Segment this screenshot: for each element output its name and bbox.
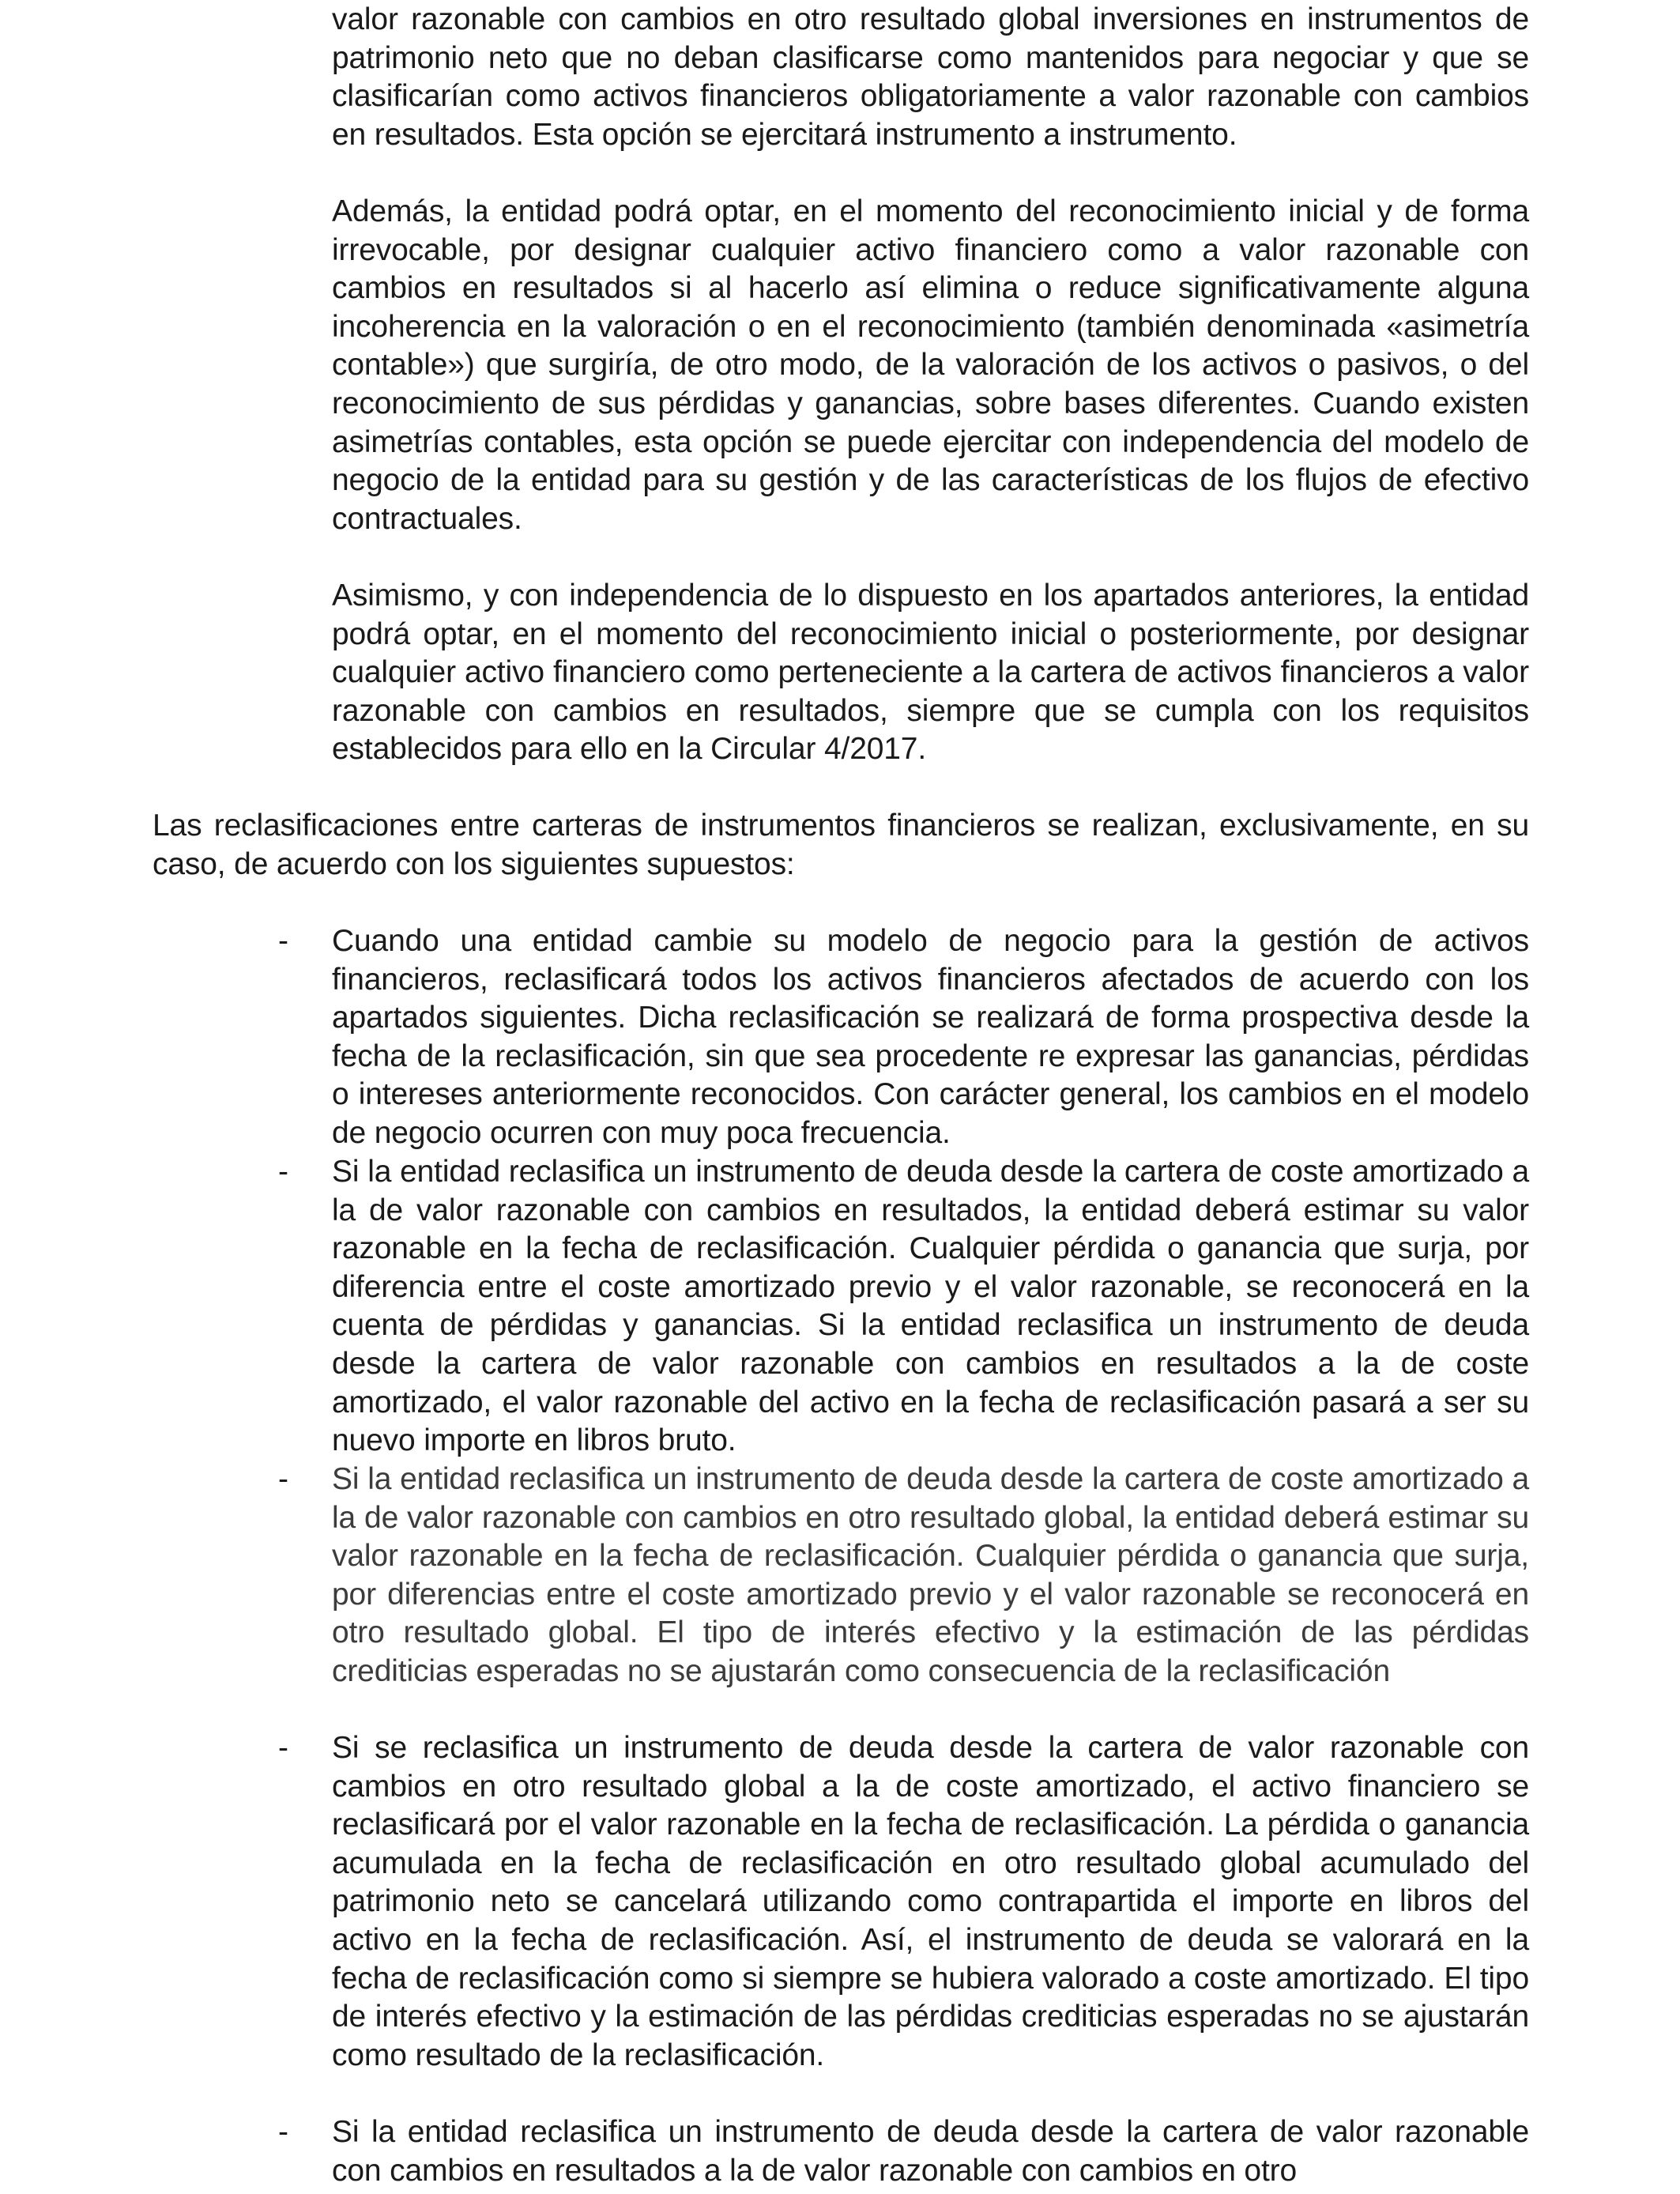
list-item-text: Si la entidad reclasifica un instrumento de deuda desde la cartera de coste amortizado a la de valor razonable con cambios en otro resultado global, la entidad deberá estimar su valor razonable en la fecha de reclasificación. Cualquier pérdida o ganancia que surja, por diferencias entre el coste amortizado previo y el valor razonable se reconocerá en otro resultado global. El tipo de interés efectivo y la estimación de las pérdidas crediticias esperadas no se ajustarán como consecuencia de la reclasificación	[332, 1462, 1529, 1688]
bullet-marker: -	[278, 924, 288, 958]
bullet-marker: -	[278, 1155, 288, 1189]
paragraph-equity-option: valor razonable con cambios en otro resultado global inversiones en instrumentos de patrimonio neto que no deban clasificarse como mantenidos para negociar y que se clasificarían como activos financieros obligatoriamente a valor razonable con cambios en resultados. Esta opción se ejercitará instrumento a instrumento.	[332, 2, 1529, 152]
list-item-text: Cuando una entidad cambie su modelo de negocio para la gestión de activos financieros, reclasificará todos los activos financieros afectados de acuerdo con los apartados siguientes. Dicha reclasificación se realizará de forma prospectiva desde la fecha de la reclasificación, sin que sea procedente re expresar las ganancias, pérdidas o intereses anteriormente reconocidos. Con carácter general, los cambios en el modelo de negocio ocurren con muy poca frecuencia.	[332, 924, 1529, 1150]
bullet-marker: -	[278, 1462, 288, 1496]
paragraph-reclassification-intro: Las reclasificaciones entre carteras de instrumentos financieros se realizan, exclusivamente, en su caso, de acuerdo con los siguientes supuestos:	[153, 809, 1529, 881]
list-item-text: Si la entidad reclasifica un instrumento de deuda desde la cartera de coste amortizado a la de valor razonable con cambios en resultados, la entidad deberá estimar su valor razonable en la fecha de reclasificación. Cualquier pérdida o ganancia que surja, por diferencia entre el coste amortizado previo y el valor razonable, se reconocerá en la cuenta de pérdidas y ganancias. Si la entidad reclasifica un instrumento de deuda desde la cartera de valor razonable con cambios en resultados a la de coste amortizado, el valor razonable del activo en la fecha de reclasificación pasará a ser su nuevo importe en libros bruto.	[332, 1155, 1529, 1458]
paragraph-portfolio-designation: Asimismo, y con independencia de lo dispuesto en los apartados anteriores, la entidad podrá optar, en el momento del reconocimiento inicial o posteriormente, por designar cualquier activo financiero como perteneciente a la cartera de activos financieros a valor razonable con cambios en resultados, siempre que se cumpla con los requisitos establecidos para ello en la Circular 4/2017.	[332, 579, 1529, 767]
list-item-text: Si se reclasifica un instrumento de deuda desde la cartera de valor razonable con cambios en otro resultado global a la de coste amortizado, el activo financiero se reclasificará por el valor razonable en la fecha de reclasificación. La pérdida o ganancia acumulada en la fecha de reclasificación en otro resultado global acumulado del patrimonio neto se cancelará utilizando como contrapartida el importe en libros del activo en la fecha de reclasificación. Así, el instrumento de deuda se valorará en la fecha de reclasificación como si siempre se hubiera valorado a coste amortizado. El tipo de interés efectivo y la estimación de las pérdidas crediticias esperadas no se ajustarán como resultado de la reclasificación.	[332, 1731, 1529, 2072]
bullet-marker: -	[278, 2115, 288, 2149]
paragraph-fair-value-designation: Además, la entidad podrá optar, en el momento del reconocimiento inicial y de forma irrevocable, por designar cualquier activo financiero como a valor razonable con cambios en resultados si al hacerlo así elimina o reduce significativamente alguna incoherencia en la valoración o en el reconocimiento (también denominada «asimetría contable») que surgiría, de otro modo, de la valoración de los activos o pasivos, o del reconocimiento de sus pérdidas y ganancias, sobre bases diferentes. Cuando existen asimetrías contables, esta opción se puede ejercitar con independencia del modelo de negocio de la entidad para su gestión y de las características de los flujos de efectivo contractuales.	[332, 194, 1529, 536]
bullet-marker: -	[278, 1731, 288, 1765]
list-item-text: Si la entidad reclasifica un instrumento de deuda desde la cartera de valor razonable con cambios en resultados a la de valor razonable con cambios en otro	[332, 2115, 1529, 2188]
